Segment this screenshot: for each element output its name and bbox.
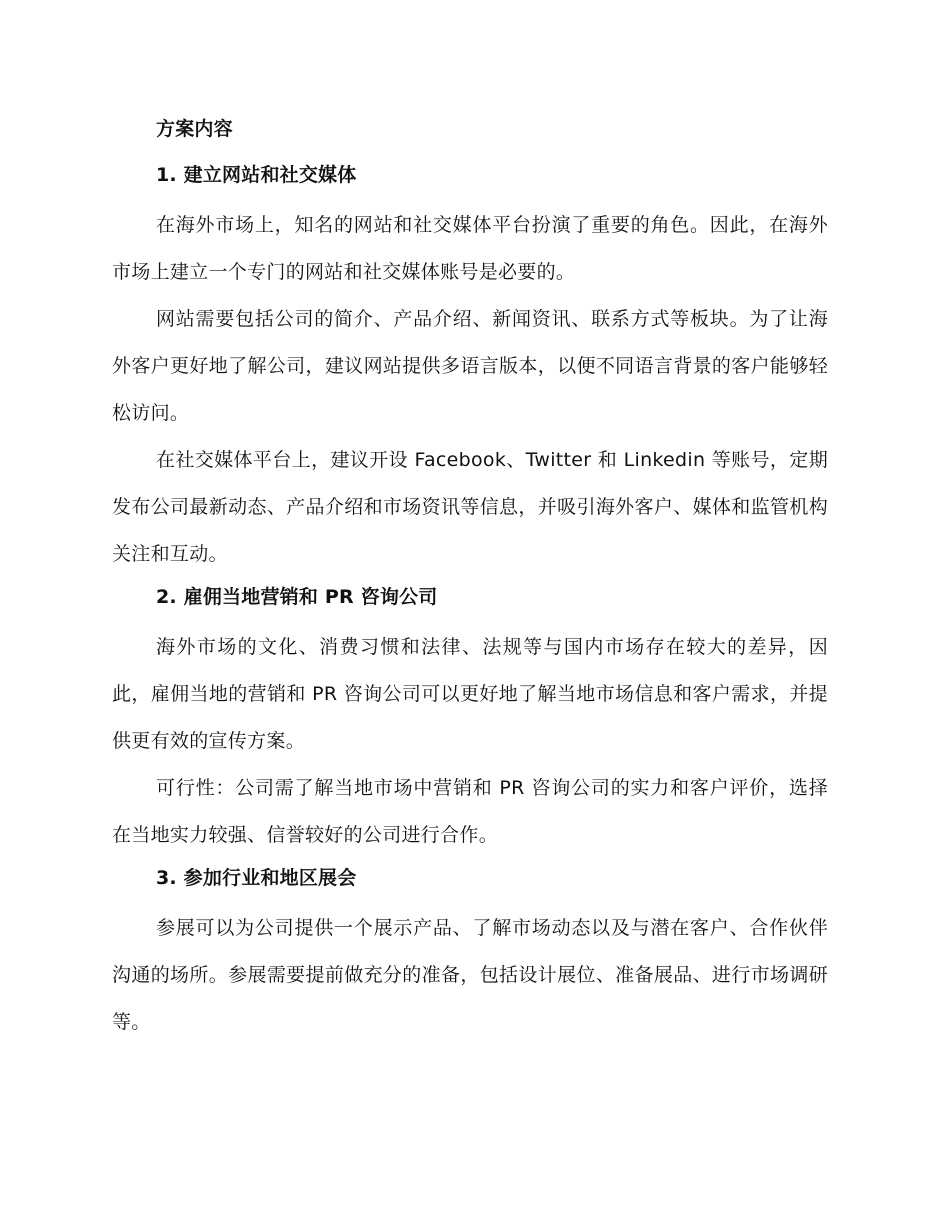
paragraph-2: 网站需要包括公司的简介、产品介绍、新闻资讯、联系方式等板块。为了让海外客户更好地了解公司，建议网站提供多语言版本，以便不同语言背景的客户能够轻松访问。: [112, 308, 828, 424]
heading-3: 3. 参加行业和地区展会: [156, 867, 357, 889]
paragraph-6: 参展可以为公司提供一个展示产品、了解市场动态以及与潜在客户、合作伙伴沟通的场所。参展需要提前做充分的准备，包括设计展位、准备展品、进行市场调研等。: [112, 917, 828, 1033]
paragraph-4: 海外市场的文化、消费习惯和法律、法规等与国内市场存在较大的差异，因此，雇佣当地的营销和 PR 咨询公司可以更好地了解当地市场信息和客户需求，并提供更有效的宣传方案。: [112, 636, 828, 752]
paragraph-5: 可行性：公司需了解当地市场中营销和 PR 咨询公司的实力和客户评价，选择在当地实力较强、信誉较好的公司进行合作。: [112, 777, 828, 846]
section-title: 方案内容: [156, 118, 233, 140]
paragraph-1: 在海外市场上，知名的网站和社交媒体平台扮演了重要的角色。因此，在海外市场上建立一个专门的网站和社交媒体账号是必要的。: [112, 214, 828, 283]
heading-1: 1. 建立网站和社交媒体: [156, 164, 357, 186]
document-body: [112, 110, 828, 1046]
paragraph-3: 在社交媒体平台上，建议开设 Facebook、Twitter 和 Linkedin 等账号，定期发布公司最新动态、产品介绍和市场资讯等信息，并吸引海外客户、媒体和监管机构关注和互动。: [112, 449, 828, 565]
heading-2: 2. 雇佣当地营销和 PR 咨询公司: [156, 586, 438, 608]
